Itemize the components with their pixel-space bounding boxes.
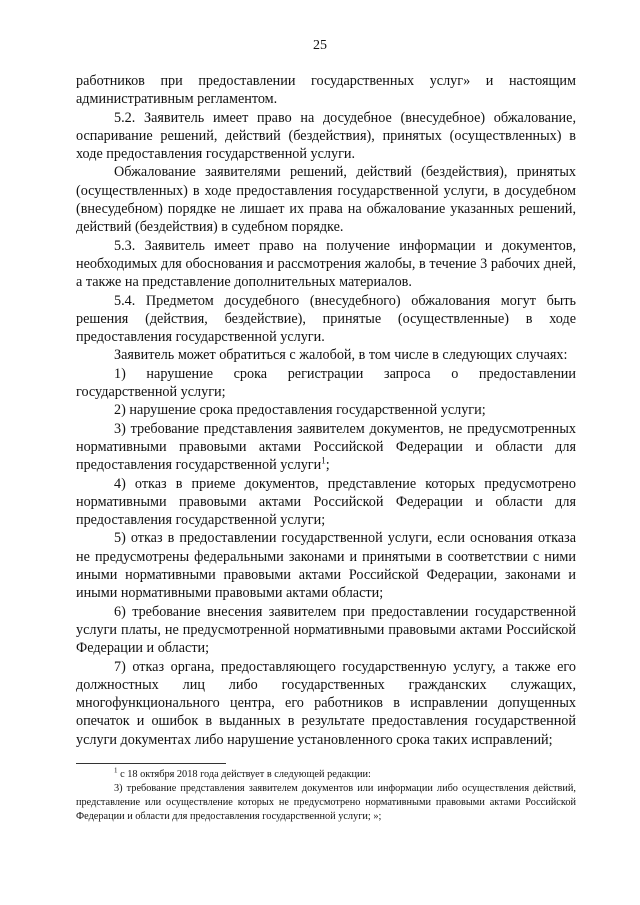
footnote-reference[interactable]: 1 bbox=[321, 455, 326, 466]
list-item-2 bbox=[76, 401, 576, 419]
footnotes bbox=[76, 768, 576, 824]
paragraph-text: 7) отказ органа, предоставляющего государственную услугу, а также его должностных лиц либо государственных гражданских служащих, многофункционального центра, его работников в исправлении допущенных опечаток и ошибок в выданных в результате предоставления государственной услуги документах либо нарушение установленного срока таких исправлений; bbox=[76, 658, 576, 748]
paragraph-text: 2) нарушение срока предоставления государственной услуги; bbox=[114, 402, 486, 419]
paragraph-text-end: ; bbox=[325, 457, 330, 474]
list-item-4 bbox=[76, 475, 576, 530]
paragraph-5-4 bbox=[76, 292, 576, 347]
footnote-text: 3) требование представления заявителем документов или информации либо осуществления действий, представление или осуществление которых не предусмотрено нормативными правовыми актами Российской Федерации и области для предоставления государственной услуги; »; bbox=[76, 783, 576, 822]
footnote-1 bbox=[76, 768, 576, 782]
list-item-7 bbox=[76, 658, 576, 749]
paragraph-text: 3) требование представления заявителем документов, не предусмотренных нормативными правовыми актами Российской Федерации и области для предоставления государственной услуги bbox=[76, 420, 576, 474]
page-number: 25 bbox=[313, 38, 327, 53]
paragraph-5-2 bbox=[76, 109, 576, 164]
footnote-continuation bbox=[76, 782, 576, 824]
paragraph-text: 5.3. Заявитель имеет право на получение информации и документов, необходимых для обоснования и рассмотрения жалобы, в течение 3 рабочих дней, а также на представление дополнительных материалов. bbox=[76, 237, 576, 291]
paragraph bbox=[76, 346, 576, 364]
list-item-6 bbox=[76, 603, 576, 658]
paragraph-5-3 bbox=[76, 237, 576, 292]
list-item-5 bbox=[76, 529, 576, 602]
paragraph-text: Обжалование заявителями решений, действий (бездействия), принятых (осуществленных) в ходе предоставления государственной услуги, в досудебном (внесудебном) порядке не лишает их права на обжалование указанных решений, действий (бездействия) в судебном порядке. bbox=[76, 164, 576, 236]
footnote-text: с 18 октября 2018 года действует в следующей редакции: bbox=[117, 769, 371, 780]
paragraph-text: Заявитель может обратиться с жалобой, в том числе в следующих случаях: bbox=[114, 347, 568, 364]
paragraph-text: 5.2. Заявитель имеет право на досудебное (внесудебное) обжалование, оспаривание решений, действий (бездействия), принятых (осуществленных) в ходе предоставления государственной услуги. bbox=[76, 109, 576, 163]
footnote-marker: 1 bbox=[114, 766, 118, 775]
document-body bbox=[76, 72, 576, 749]
list-item-3 bbox=[76, 420, 576, 475]
list-item-1 bbox=[76, 365, 576, 402]
paragraph-text: 5.4. Предметом досудебного (внесудебного) обжалования могут быть решения (действия, бездействие), принятые (осуществленные) в ходе предоставления государственной услуги. bbox=[76, 292, 576, 346]
paragraph-text: 1) нарушение срока регистрации запроса о предоставлении государственной услуги; bbox=[76, 365, 576, 401]
paragraph-text: работников при предоставлении государственных услуг» и настоящим административным регламентом. bbox=[76, 73, 576, 108]
paragraph-text: 6) требование внесения заявителем при предоставлении государственной услуги платы, не предусмотренной нормативными правовыми актами Российской Федерации и области; bbox=[76, 603, 576, 657]
paragraph-text: 4) отказ в приеме документов, представление которых предусмотрено нормативными правовыми актами Российской Федерации и области для предоставления государственной услуги; bbox=[76, 475, 576, 529]
paragraph-text: 5) отказ в предоставлении государственной услуги, если основания отказа не предусмотрены федеральными законами и принятыми в соответствии с ними иными нормативными правовыми актами Российской Федерации, законами и иными нормативными правовыми актами области; bbox=[76, 530, 576, 602]
paragraph bbox=[76, 72, 576, 109]
footnote-separator bbox=[76, 763, 226, 764]
paragraph bbox=[76, 163, 576, 236]
